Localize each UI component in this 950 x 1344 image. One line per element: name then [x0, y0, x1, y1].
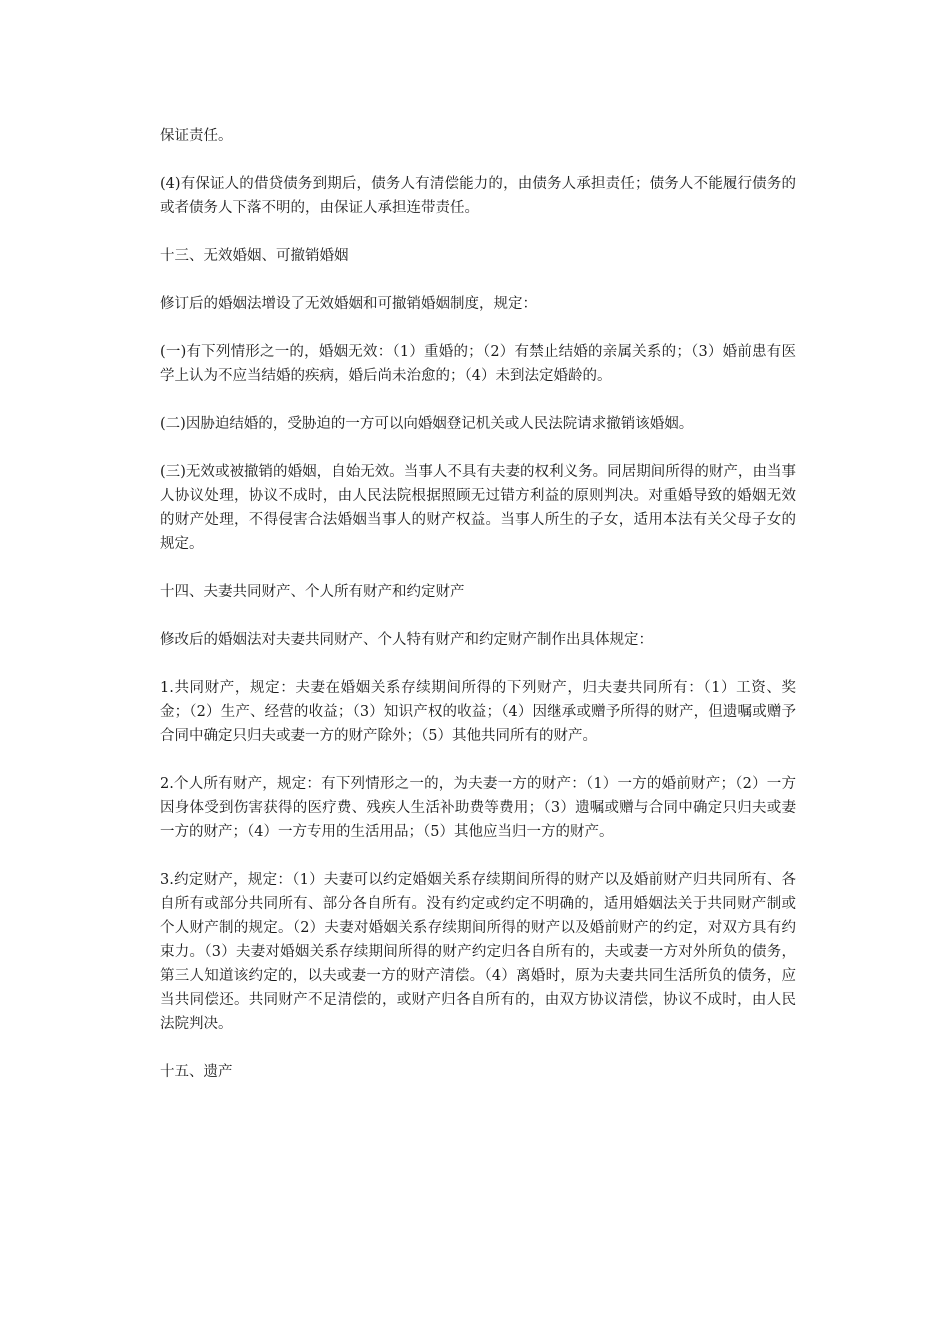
paragraph-guarantee-debt: (4)有保证人的借贷债务到期后，债务人有清偿能力的，由债务人承担责任；债务人不能履行债务的或者债务人下落不明的，由保证人承担连带责任。: [160, 176, 796, 216]
document-body: [160, 124, 796, 1108]
section-heading-14: 十四、夫妻共同财产、个人所有财产和约定财产: [160, 584, 465, 600]
section-heading-15: 十五、遗产: [160, 1064, 233, 1080]
paragraph-continuation: 保证责任。: [160, 128, 233, 144]
paragraph-personal-property: 2.个人所有财产，规定：有下列情形之一的，为夫妻一方的财产：（1）一方的婚前财产；（2）一方因身体受到伤害获得的医疗费、残疾人生活补助费等费用；（3）遗嘱或赠与合同中确定只归夫或妻一方的财产；（4）一方专用的生活用品；（5）其他应当归一方的财产。: [160, 776, 796, 840]
paragraph-invalid-marriage-cases: (一)有下列情形之一的，婚姻无效：（1）重婚的；（2）有禁止结婚的亲属关系的；（3）婚前患有医学上认为不应当结婚的疾病，婚后尚未治愈的；（4）未到法定婚龄的。: [160, 344, 796, 384]
paragraph-intro-property: 修改后的婚姻法对夫妻共同财产、个人特有财产和约定财产制作出具体规定：: [160, 632, 653, 648]
section-heading-13: 十三、无效婚姻、可撤销婚姻: [160, 248, 349, 264]
paragraph-agreed-property: 3.约定财产，规定：（1）夫妻可以约定婚姻关系存续期间所得的财产以及婚前财产归共同所有、各自所有或部分共同所有、部分各自所有。没有约定或约定不明确的，适用婚姻法关于共同财产制或个人财产制的规定。（2）夫妻对婚姻关系存续期间所得的财产以及婚前财产的约定，对双方具有约束力。（3）夫妻对婚姻关系存续期间所得的财产约定归各自所有的，夫或妻一方对外所负的债务，第三人知道该约定的，以夫或妻一方的财产清偿。（4）离婚时，原为夫妻共同生活所负的债务，应当共同偿还。共同财产不足清偿的，或财产归各自所有的，由双方协议清偿，协议不成时，由人民法院判决。: [160, 872, 796, 1032]
paragraph-coerced-marriage: (二)因胁迫结婚的，受胁迫的一方可以向婚姻登记机关或人民法院请求撤销该婚姻。: [160, 416, 694, 432]
paragraph-intro-invalid-marriage: 修订后的婚姻法增设了无效婚姻和可撤销婚姻制度，规定：: [160, 296, 537, 312]
paragraph-common-property: 1.共同财产，规定：夫妻在婚姻关系存续期间所得的下列财产，归夫妻共同所有：（1）工资、奖金；（2）生产、经营的收益；（3）知识产权的收益；（4）因继承或赠予所得的财产，但遗嘱或赠予合同中确定只归夫或妻一方的财产除外；（5）其他共同所有的财产。: [160, 680, 796, 744]
paragraph-void-from-start: (三)无效或被撤销的婚姻，自始无效。当事人不具有夫妻的权利义务。同居期间所得的财产，由当事人协议处理，协议不成时，由人民法院根据照顾无过错方利益的原则判决。对重婚导致的婚姻无效的财产处理，不得侵害合法婚姻当事人的财产权益。当事人所生的子女，适用本法有关父母子女的规定。: [160, 464, 796, 552]
